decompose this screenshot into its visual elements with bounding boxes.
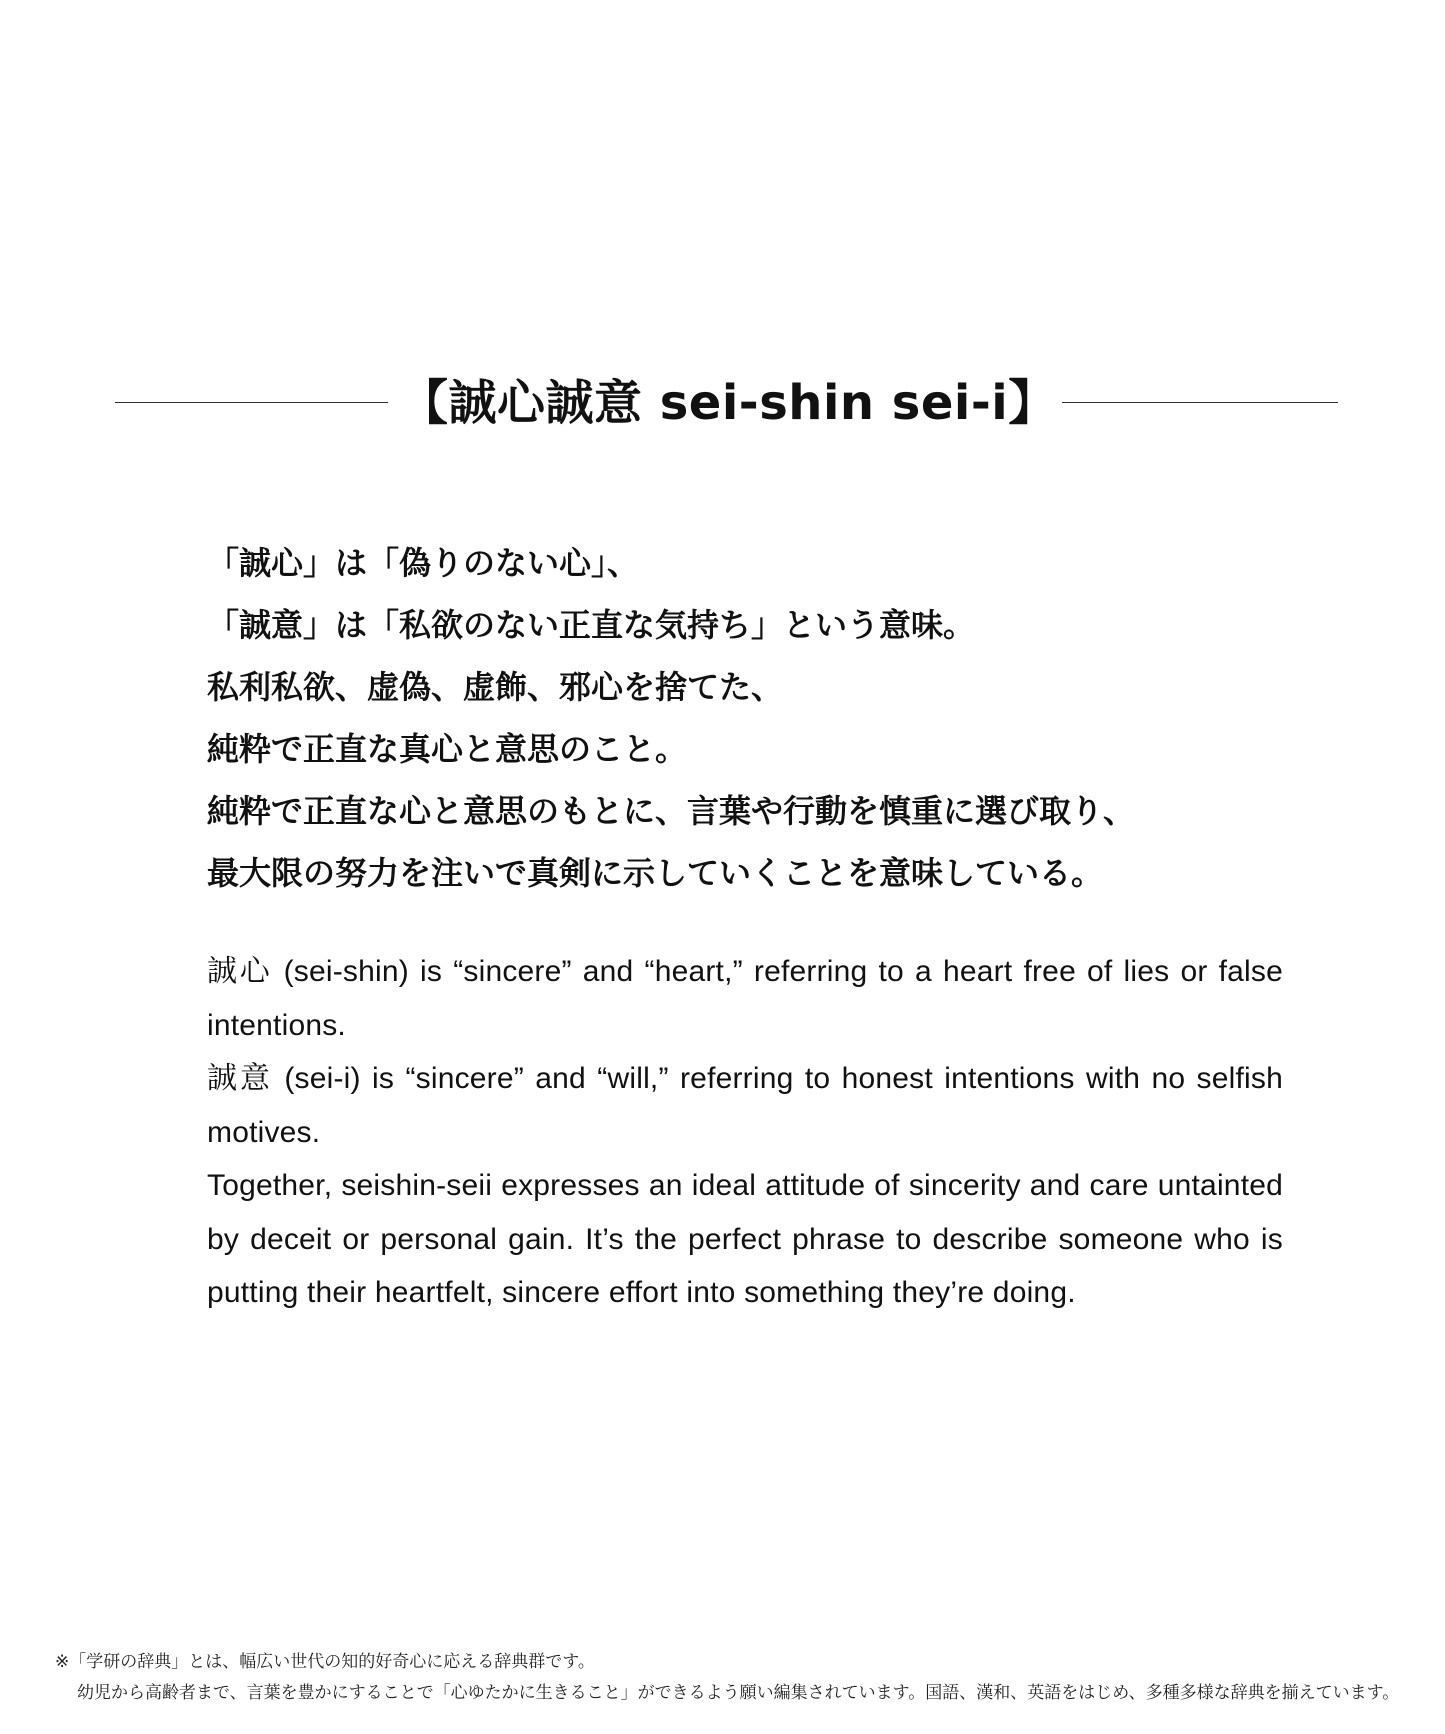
title-rule-right [1062,402,1338,403]
japanese-line: 「誠意」は「私欲のない正直な気持ち」という意味。 [207,606,976,644]
japanese-description [207,532,1307,904]
japanese-line: 「誠心」は「偽りのない心」、 [207,544,640,582]
english-paragraph-seishin: 誠心 (sei-shin) is “sincere” and “heart,” referring to a heart free of lies or false intentions. [207,955,1283,1042]
english-paragraph-seii: 誠意 (sei-i) is “sincere” and “will,” referring to honest intentions with no selfish motives. [207,1062,1283,1149]
footnote-line-1: ※「学研の辞典」とは、幅広い世代の知的好奇心に応える辞典群です。 [55,1652,595,1672]
english-paragraph-together: Together, seishin-seii expresses an ideal attitude of sincerity and care untainted by deceit or personal gain. It’s the perfect phrase to describe someone who is putting their heartfelt, sincere effort into something they’re doing. [207,1169,1283,1309]
japanese-line: 純粋で正直な真心と意思のこと。 [207,730,688,768]
footnote [55,1647,1425,1709]
japanese-line: 最大限の努力を注いで真剣に示していくことを意味している。 [207,854,1104,892]
page-title: 【誠心誠意 sei-shin sei-i】 [400,375,1057,431]
title-row [0,368,1445,438]
english-description [207,945,1283,1320]
title-rule-left [115,402,388,403]
japanese-line: 純粋で正直な心と意思のもとに、言葉や行動を慎重に選び取り、 [207,792,1136,830]
japanese-line: 私利私欲、虚偽、虚飾、邪心を捨てた、 [207,668,784,706]
footnote-line-2: 幼児から高齢者まで、言葉を豊かにすることで「心ゆたかに生きること」ができるよう願い編集されています。国語、漢和、英語をはじめ、多種多様な辞典を揃えています。 [77,1683,1400,1703]
